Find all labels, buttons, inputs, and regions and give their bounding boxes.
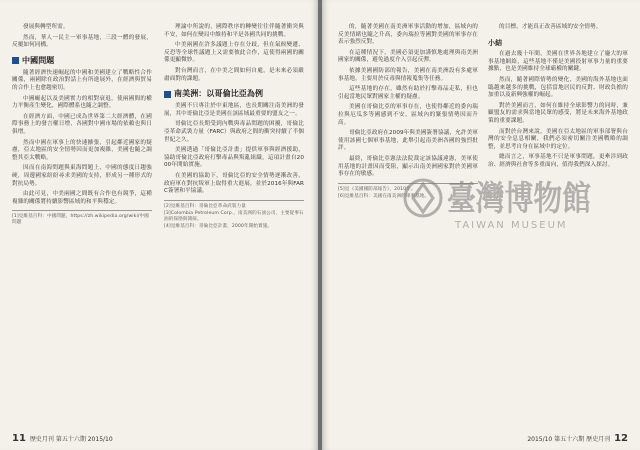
page-number: 11: [12, 433, 26, 444]
right-page: [322, 0, 640, 450]
body-paragraph: 依據美國國防部的報告，美國在南美洲設有多處軍事基地，主要用於反毒與情報蒐集等任務。: [338, 67, 478, 82]
body-paragraph: 然而，隨著國際情勢的變化，美國的海外基地也面臨越來越多的挑戰，包括當地居民的反對、財政負擔的加重以及新興強權的崛起。: [488, 76, 628, 99]
footnotes: [164, 200, 304, 231]
page-footer: [527, 433, 628, 444]
footer-text: 歷史月刊 第五十六期 2015/10: [29, 436, 113, 443]
left-page: [0, 0, 318, 450]
footnote-text: [6]見維基百科：美國在南美洲的軍事基地。: [338, 193, 430, 199]
body-paragraph: 在過去幾十年間，美國在世界各地建立了龐大的軍事基地網絡，這些基地不僅是美國投射軍事力量的重要據點，也是美國維持全球霸權的關鍵。: [488, 51, 628, 73]
body-paragraph: 對於美國而言，如何在維持全球影響力的同時，兼顧盟友的需求與當地民眾的感受，將是未來海外基地政策的重要課題。: [488, 102, 628, 124]
body-paragraph: 在經濟方面，中國已成為世界第二大經濟體，在國際事務上的發言權日增，各國對中國市場的依賴也與日俱增。: [12, 113, 152, 135]
body-paragraph: 在這種情況下，美國必須更加謹慎地處理與南美洲國家的關係，避免過度介入引起反彈。: [338, 49, 478, 64]
body-paragraph: 哥倫比亞政府在2009年與美國簽署協議，允許美軍使用該國七個軍事基地，此舉引起南美洲各國的強烈批評。: [338, 130, 478, 152]
page-number: 12: [614, 433, 628, 444]
body-paragraph: 最終，哥倫比亞憲法法院裁定該協議違憲，美軍使用基地的計畫因而受阻，顯示出南美洲國家對於美國軍事存在的敏感。: [338, 155, 478, 178]
section-marker-icon: [164, 91, 171, 98]
body-paragraph: 由此可見，中美兩國之間既有合作也有競爭，這種複雜的關係將持續影響區域的和平與穩定。: [12, 191, 152, 205]
body-paragraph: 然而中國在軍事上的快速擴張，引起鄰近國家的疑慮，亞太地區的安全情勢因而更加複雜，美國也隨之調整其亞太戰略。: [12, 139, 152, 161]
left-column-2: [164, 24, 304, 232]
intro-paragraph: 的目標，才能真正改善區域的安全情勢。: [499, 24, 602, 30]
body-paragraph: 這些基地的存在，雖然有助於打擊毒品走私，但也引起當地民眾對國家主權的疑慮。: [338, 86, 478, 100]
body-paragraph: 總而言之，軍事基地不只是軍事問題，更牽涉到政治、經濟與社會等多重面向，值得我們深入探討。: [488, 154, 628, 168]
body-paragraph: 對台灣而言，在中美之間如何自處，是未來必須嚴肅面對的課題。: [164, 67, 304, 82]
body-paragraph: 美國透過「哥倫比亞計畫」提供軍事與經濟援助，協助哥倫比亞政府打擊毒品與叛亂組織，這項計畫自2000年開始實施。: [164, 147, 304, 169]
body-paragraph: 美國在哥倫比亞的軍事存在，也使得鄰近的委內瑞拉與厄瓜多等國感到不安，區域內的緊張情勢因而升高。: [338, 104, 478, 126]
intro-paragraph: 然而，華人一民主一軍事基地，三段一體的發展，反覆如何同構。: [12, 34, 152, 49]
footnotes: [338, 183, 478, 200]
footnote-text: [3]Colombia Petroleum Corp.，南美洲的石油公司，主要從事石油的探勘與開採。: [164, 210, 304, 223]
subsection-title: 小結: [488, 38, 503, 47]
footnote-text: [1]見維基百科：中國問題，https://zh.wikipedia.org/wiki/中國問題: [12, 214, 149, 226]
right-column-2: [488, 24, 628, 173]
body-paragraph: 中國崛起以及美國實力的相對衰退，使兩國間的權力平衡產生變化，國際體系也隨之調整。: [12, 95, 152, 110]
section-heading: [164, 89, 304, 99]
section-heading: [12, 56, 152, 66]
body-paragraph: 隨著經濟快速崛起的中國和美國建立了戰略性合作關係，兩國除在政治對話上有所進展外，在經濟與貿易的合作上也愈趨密切。: [12, 69, 152, 91]
section-title: 南美洲：以哥倫比亞為例: [174, 89, 264, 99]
body-paragraph: 理論中所說的，國際秩序的轉變往往伴隨著衝突與不安，如何在變局中維持和平是各國共同的挑戰。: [164, 24, 304, 38]
body-paragraph: 美國不只專注於中東地區，也長期關注南美洲的發展，其中哥倫比亞是美國在該區域最重要的盟友之一。: [164, 103, 304, 117]
footnote-text: [5]見《美國國防部報告》，2010年。: [338, 186, 416, 192]
body-paragraph: 哥倫比亞長期受到內戰與毒品問題的困擾，哥倫比亞革命武裝力量（FARC）與政府之間的衝突持續了半個世紀之久。: [164, 121, 304, 143]
body-paragraph: 中美兩國在許多議題上存在分歧，但在氣候變遷、反恐等全球性議題上又需要彼此合作，這使得兩國的關係更顯微妙。: [164, 42, 304, 64]
section-marker-icon: [12, 57, 19, 64]
footnote-text: [4]見維基百科：哥倫比亞計畫，2000年開始實施。: [164, 224, 273, 230]
body-paragraph: 因而在南海問題與東海問題上，中國的態度日趨強硬，周邊國家紛紛尋求美國的支持，形成另一種形式的對抗局勢。: [12, 165, 152, 187]
footnote-text: [2]見維基百科：哥倫比亞革命武裝力量: [164, 203, 246, 209]
intro-paragraph: 發展與轉型所需。: [23, 24, 69, 30]
left-column-1: [12, 24, 152, 228]
body-paragraph: 的，隨著美國在南美洲軍事活動的增加，區域內的反美情緒也隨之升高，委內瑞拉等國對美國的軍事存在表示強烈反對。: [338, 24, 478, 46]
body-paragraph: 在美國的協助下，哥倫比亞的安全情勢逐漸改善，政府軍在對抗叛軍上取得重大進展，並於2016年與FARC簽署和平協議。: [164, 172, 304, 195]
footnote: [12, 210, 152, 226]
watermark-chinese: 臺灣博物館: [447, 179, 591, 219]
footer-text: 2015/10 第五十六期 歷史月刊: [527, 436, 611, 443]
body-paragraph: 而對於台灣來說，美國在亞太地區的軍事部署與台灣的安全息息相關，我們必須密切關注美國戰略的調整，並思考自身在區域中的定位。: [488, 128, 628, 150]
right-column-1: [338, 24, 478, 201]
page-footer: [12, 433, 113, 444]
watermark-english: TAIWAN MUSEUM: [455, 220, 568, 231]
section-title: 中國問題: [22, 55, 55, 65]
